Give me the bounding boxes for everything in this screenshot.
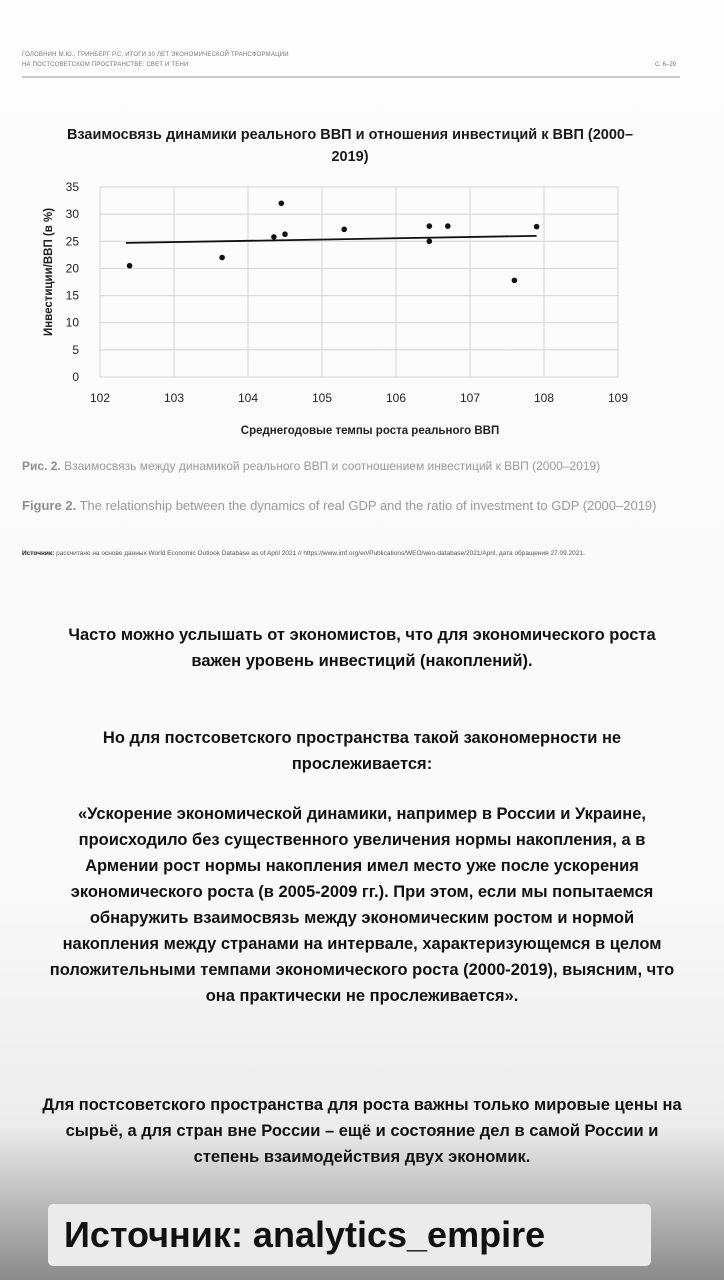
x-tick-label: 109: [607, 391, 629, 405]
source-overlay-banner: [48, 1204, 651, 1266]
y-axis-label: Инвестиции/ВВП (в %): [43, 207, 55, 337]
chart-trendline-group: [126, 236, 537, 243]
running-header-line-1: ГОЛОВНИН М.Ю., ГРИНБЕРГ Р.С. ИТОГИ 30 ЛЕТ ЭКОНОМИЧЕСКОЙ ТРАНСФОРМАЦИИ: [22, 52, 289, 58]
source-overlay-text: Источник: analytics_empire: [64, 1214, 546, 1255]
data-point: [534, 224, 540, 230]
y-tick-label: 20: [65, 261, 79, 276]
data-point: [445, 223, 451, 229]
trendline: [126, 236, 537, 243]
figure-source-label: Источник:: [22, 550, 55, 557]
chart-title: Взаимосвязь динамики реального ВВП и отношения инвестиций к ВВП (2000–2019): [66, 127, 634, 165]
y-tick-label: 25: [65, 234, 79, 249]
x-tick-label: 107: [459, 391, 481, 405]
scatter-chart: [0, 170, 724, 450]
caption-ru-label: Рис. 2.: [22, 459, 61, 473]
y-tick-label: 10: [65, 315, 79, 330]
y-tick-label: 30: [65, 207, 79, 222]
data-point: [279, 200, 285, 206]
data-point: [282, 231, 288, 237]
chart-grid: [100, 187, 618, 377]
body-paragraph-4: Для постсоветского пространства для роста важны только мировые цены на сырьё, а для стран вне России – ещё и состояние дел в самой России и степень взаимодействия двух экономик.: [42, 1096, 682, 1166]
body-quote-paragraph: «Ускорение экономической динамики, например в России и Украине, происходило без существенного увеличения нормы накопления, а в Армении рост нормы накопления имел место уже после ускорения экономического роста (в 2005-2009 гг.). При этом, если мы попытаемся обнаружить взаимосвязь между экономическим ростом и нормой накопления между странами на интервале, характеризующемся в целом положительными темпами экономического роста (2000-2019), выясним, что она практически не прослеживается».: [49, 805, 675, 1005]
y-tick-label: 0: [72, 370, 79, 384]
figure-caption-en: [22, 497, 682, 515]
data-point: [427, 238, 433, 244]
body-paragraph-2: Но для постсоветского пространства такой закономерности не прослеживается:: [102, 729, 622, 773]
caption-ru-text: Взаимосвязь между динамикой реального ВВП и соотношением инвестиций к ВВП (2000–2019): [64, 459, 601, 473]
figure-caption-ru: [22, 458, 682, 474]
header-divider: [22, 76, 680, 78]
data-point: [271, 234, 277, 240]
caption-en-text: The relationship between the dynamics of real GDP and the ratio of investment to GDP (2000–2019): [79, 498, 657, 513]
figure-source-text: рассчитано на основе данных World Economic Outlook Database as of April 2021 // https://www.imf.org/en/Publications/WEO/weo-database/2021/April, дата обращения 27.09.2021.: [56, 550, 585, 557]
body-paragraph-1: Часто можно услышать от экономистов, что для экономического роста важен уровень инвестиций (накоплений).: [68, 626, 656, 670]
x-tick-label: 104: [237, 391, 259, 405]
x-axis-label: Среднегодовые темпы роста реального ВВП: [240, 425, 500, 437]
x-tick-label: 108: [533, 391, 555, 405]
data-point: [219, 255, 225, 261]
y-tick-label: 15: [65, 288, 79, 303]
data-point: [341, 227, 347, 233]
y-tick-label: 35: [65, 180, 79, 194]
data-point: [512, 278, 518, 284]
data-point: [127, 263, 133, 269]
data-point: [427, 223, 433, 229]
x-tick-label: 103: [163, 391, 185, 405]
caption-en-label: Figure 2.: [22, 498, 77, 513]
page-range: С. 6–29: [654, 62, 676, 68]
running-header-line-2: НА ПОСТСОВЕТСКОМ ПРОСТРАНСТВЕ: СВЕТ И ТЕНИ: [22, 62, 189, 68]
figure-source-note: [22, 549, 682, 559]
y-tick-label: 5: [72, 342, 79, 357]
x-tick-label: 105: [311, 391, 333, 405]
x-tick-label: 102: [89, 391, 111, 405]
x-tick-label: 106: [385, 391, 407, 405]
